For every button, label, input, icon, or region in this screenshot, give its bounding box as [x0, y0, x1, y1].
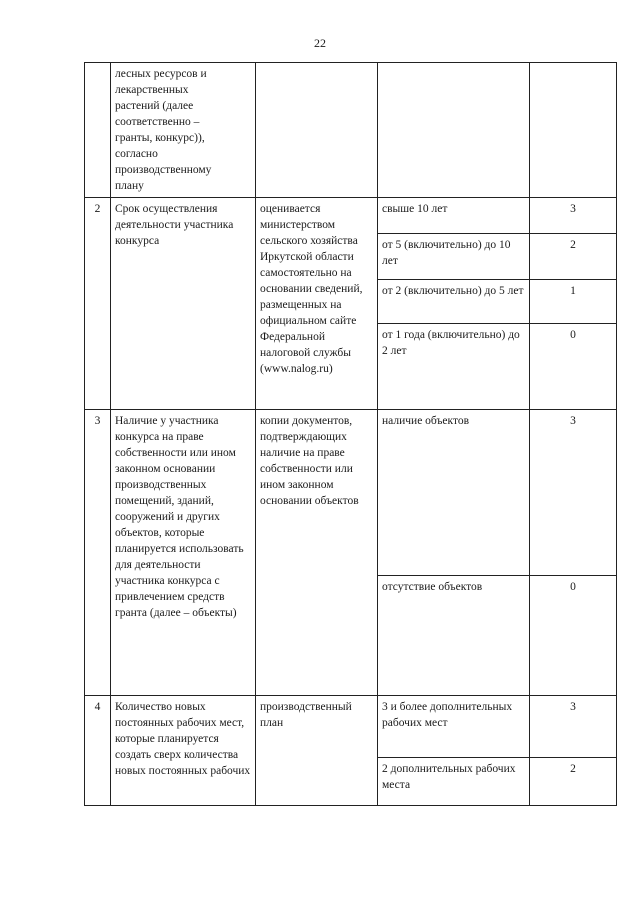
points-cell: 2 — [530, 234, 617, 280]
criterion-cell: Срок осуществления деятельности участника конкурса — [111, 198, 256, 410]
option-cell: от 1 года (включительно) до 2 лет — [378, 324, 530, 410]
criterion-cell: Наличие у участника конкурса на праве собственности или ином законном основании производственных помещений, зданий, сооружений и других объектов, которые планируется использовать для деятельности участника конкурса с привлечением средств гранта (далее – объекты) — [111, 410, 256, 696]
option-cell: от 5 (включительно) до 10 лет — [378, 234, 530, 280]
option-cell: 2 дополнительных рабочих места — [378, 758, 530, 806]
source-cell: копии документов, подтверждающих наличие на праве собственности или ином законном основании объектов — [256, 410, 378, 696]
points-cell: 3 — [530, 410, 617, 576]
points-cell: 3 — [530, 198, 617, 234]
points-cell: 0 — [530, 324, 617, 410]
option-cell: отсутствие объектов — [378, 576, 530, 696]
row-number-cell: 3 — [85, 410, 111, 696]
option-cell: наличие объектов — [378, 410, 530, 576]
page-number: 22 — [314, 36, 326, 50]
option-cell: свыше 10 лет — [378, 198, 530, 234]
criterion-line: гранты, конкурс)), — [115, 132, 205, 144]
table-row — [85, 696, 617, 758]
criterion-line: производственному — [115, 164, 212, 176]
points-cell: 2 — [530, 758, 617, 806]
source-cell: оценивается министерством сельского хозяйства Иркутской области самостоятельно на основании сведений, размещенных на официальном сайте Федеральной налоговой службы (www.nalog.ru) — [256, 198, 378, 410]
criteria-table — [84, 62, 617, 806]
criterion-line: лекарственных — [115, 84, 189, 96]
table-row — [85, 63, 617, 198]
criterion-line: соответственно – — [115, 116, 200, 128]
row-number-cell: 4 — [85, 696, 111, 806]
points-cell — [530, 63, 617, 198]
criterion-cell: Количество новых постоянных рабочих мест, которые планируется создать сверх количества новых постоянных рабочих — [111, 696, 256, 806]
option-cell — [378, 63, 530, 198]
criterion-cell — [111, 63, 256, 198]
points-cell: 1 — [530, 280, 617, 324]
option-cell: 3 и более дополнительных рабочих мест — [378, 696, 530, 758]
row-number-cell — [85, 63, 111, 198]
points-cell: 3 — [530, 696, 617, 758]
criterion-line: растений (далее — [115, 100, 194, 112]
option-cell: от 2 (включительно) до 5 лет — [378, 280, 530, 324]
source-cell: производственный план — [256, 696, 378, 806]
table-row — [85, 198, 617, 234]
table-row — [85, 410, 617, 576]
source-cell — [256, 63, 378, 198]
criterion-line: согласно — [115, 148, 158, 160]
row-number-cell: 2 — [85, 198, 111, 410]
criterion-line: плану — [115, 180, 144, 192]
points-cell: 0 — [530, 576, 617, 696]
criterion-line: лесных ресурсов и — [115, 68, 207, 80]
